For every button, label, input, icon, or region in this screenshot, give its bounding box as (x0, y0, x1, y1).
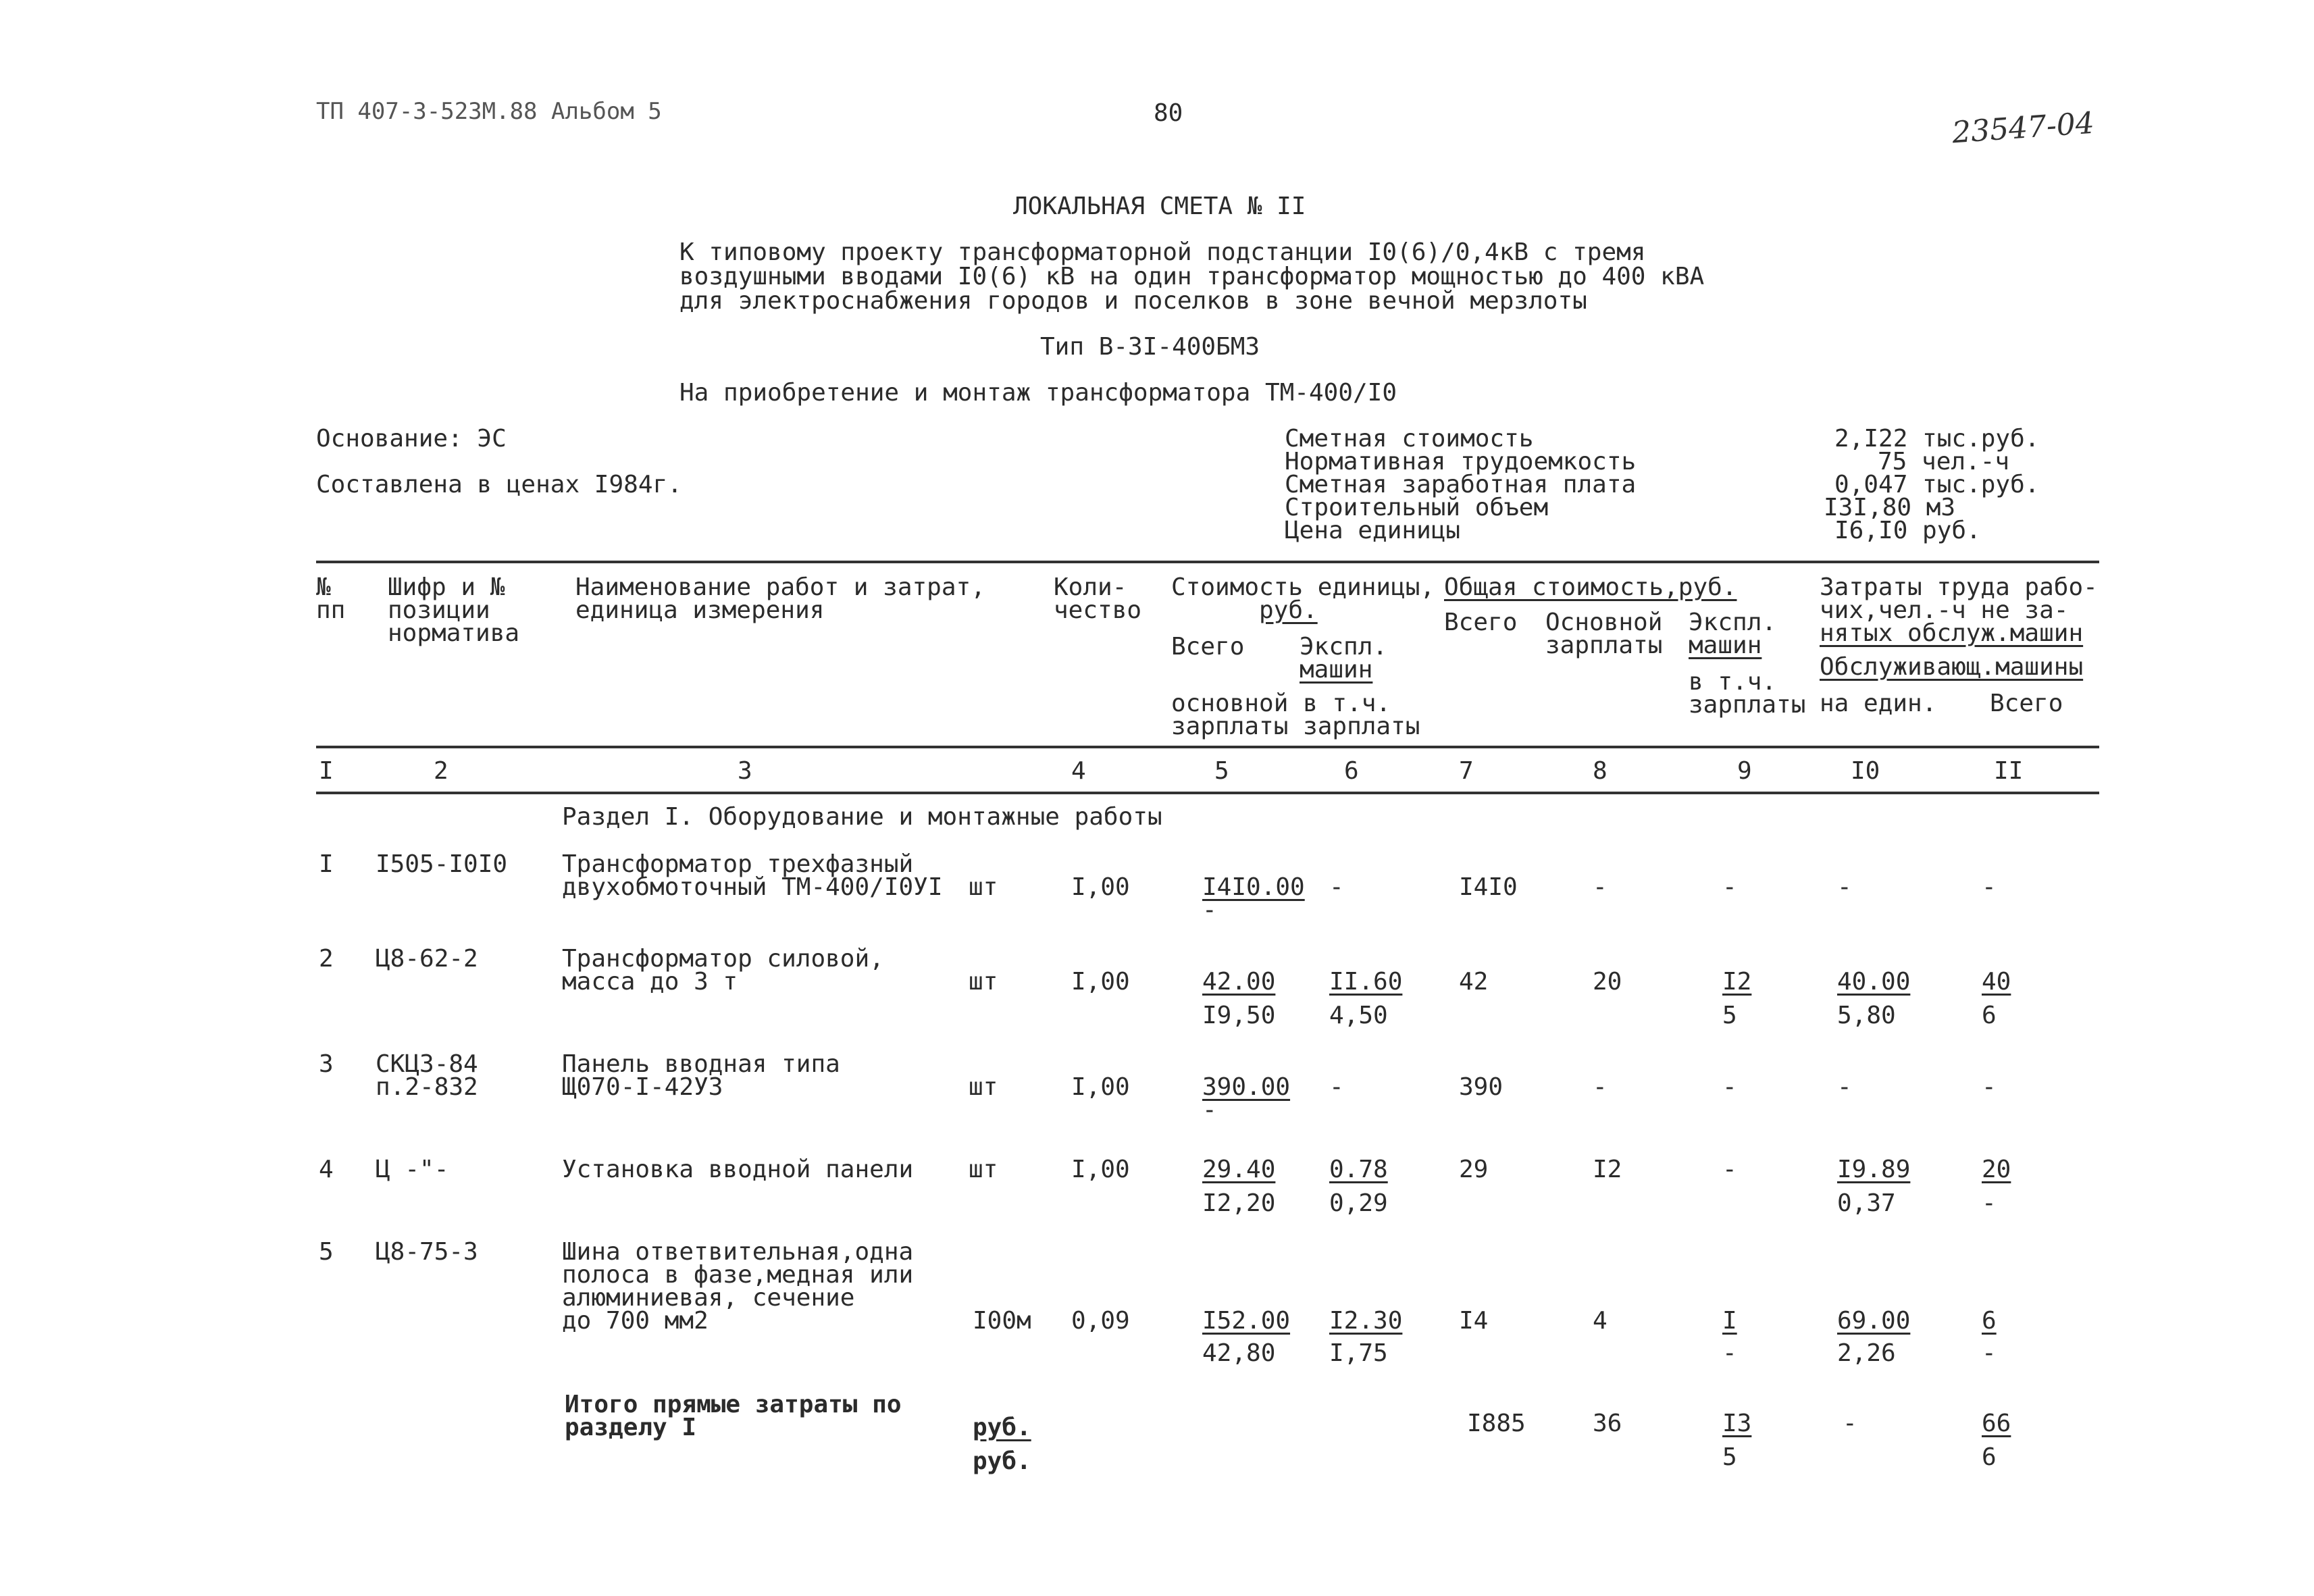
row-unit: шт (969, 1156, 998, 1183)
total-name-line: разделу I (565, 1414, 697, 1441)
row-labor-total: 20 (1982, 1156, 2011, 1183)
row-code: Ц8-75-3 (376, 1238, 478, 1266)
column-number-4: 4 (1071, 757, 1086, 785)
row-unit-cost-wage: - (1202, 896, 1217, 924)
header-total-sub-line2: зарплаты (1689, 691, 1806, 719)
header-unit-cost-line2: руб. (1259, 596, 1318, 624)
header-total-group: Общая стоимость,руб. (1444, 573, 1737, 601)
row-quantity: I,00 (1071, 1156, 1130, 1183)
row-code: Ц -"- (376, 1156, 449, 1183)
row-total-wage: 20 (1593, 968, 1622, 996)
row-total: I4I0 (1459, 873, 1518, 901)
page-number: 80 (1154, 99, 1183, 127)
header-col3-line2: единица измерения (575, 596, 825, 624)
row-unit-machines: II.60 (1329, 968, 1403, 996)
header-unit-machines-line2: машин (1300, 656, 1373, 684)
row-name-line: Установка вводной панели (562, 1156, 914, 1183)
row-name-line: Панель вводная типа (562, 1050, 840, 1078)
subtitle-line-1: К типовому проекту трансформаторной подстанции I0(6)/0,4кВ с тремя (679, 238, 1646, 266)
row-unit-cost-total: I4I0.00 (1202, 873, 1305, 901)
row-unit-machines: - (1329, 1073, 1344, 1101)
summary-value-labor: 75 чел.-ч (1878, 448, 2010, 475)
row-name-line: Трансформатор силовой, (562, 945, 884, 973)
header-labor-sub: Обслуживающ.машины (1820, 653, 2084, 681)
row-labor-unit-machines: 5,80 (1837, 1002, 1896, 1029)
summary-label-cost: Сметная стоимость (1285, 425, 1534, 453)
header-col2-line2: позиции (388, 596, 490, 624)
summary-value-volume: I3I,80 м3 (1824, 494, 1956, 521)
row-unit-machines-wage: I,75 (1329, 1339, 1388, 1367)
row-unit-cost-wage: 42,80 (1202, 1339, 1276, 1367)
row-total-machines: - (1722, 1156, 1737, 1183)
row-code: СКЦ3-84 (376, 1050, 478, 1078)
row-labor-unit: - (1837, 873, 1852, 901)
header-unit-cost-line1: Стоимость единицы, (1171, 573, 1435, 601)
header-col3-line1: Наименование работ и затрат, (575, 573, 985, 601)
row-total-machines-wage: - (1722, 1339, 1737, 1367)
row-labor-unit: 69.00 (1837, 1307, 1911, 1335)
row-name-line: Трансформатор трехфазный (562, 850, 914, 878)
row-code: п.2-832 (376, 1073, 478, 1101)
row-unit-cost-wage: I2,20 (1202, 1189, 1276, 1217)
row-total-wage: - (1593, 873, 1608, 901)
row-unit-machines-wage: 0,29 (1329, 1189, 1388, 1217)
row-code: I505-I0I0 (376, 850, 508, 878)
row-labor-unit: I9.89 (1837, 1156, 1911, 1183)
row-labor-total: 40 (1982, 968, 2011, 996)
subtitle-line-3: для электроснабжения городов и поселков в зоне вечной мерзлоты (679, 287, 1587, 315)
row-name-line: масса до 3 т (562, 968, 738, 996)
row-total: 42 (1459, 968, 1489, 996)
header-labor-total: Всего (1990, 690, 2063, 717)
row-name-line: полоса в фазе,медная или (562, 1261, 914, 1289)
row-number: 5 (319, 1238, 334, 1266)
row-labor-total-machines: - (1982, 1189, 1997, 1217)
row-total: I4 (1459, 1307, 1489, 1335)
row-labor-unit-machines: 0,37 (1837, 1189, 1896, 1217)
header-col4-line1: Коли- (1054, 573, 1127, 601)
row-unit-cost-total: 42.00 (1202, 968, 1276, 996)
row-unit-machines: I2.30 (1329, 1307, 1403, 1335)
row-unit-cost-total: 390.00 (1202, 1073, 1291, 1101)
summary-label-volume: Строительный объем (1285, 494, 1549, 521)
table-header-bottom-rule (316, 746, 2099, 748)
row-quantity: 0,09 (1071, 1307, 1130, 1335)
total-unit: руб. (973, 1414, 1031, 1441)
column-number-9: 9 (1737, 757, 1752, 785)
row-total-machines: - (1722, 873, 1737, 901)
row-quantity: I,00 (1071, 1073, 1130, 1101)
header-col4-line2: чество (1054, 596, 1142, 624)
row-labor-total-machines: - (1982, 1339, 1997, 1367)
header-total-machines-line1: Экспл. (1689, 609, 1777, 636)
header-col1-line2: пп (316, 596, 346, 624)
row-total-machines: I2 (1722, 968, 1752, 996)
row-code: Ц8-62-2 (376, 945, 478, 973)
summary-label-wage: Сметная заработная плата (1285, 471, 1637, 498)
row-unit-cost-wage: I9,50 (1202, 1002, 1276, 1029)
header-total-sub-line1: в т.ч. (1689, 668, 1777, 696)
row-unit: I00м (973, 1307, 1031, 1335)
row-unit-cost-total: I52.00 (1202, 1307, 1291, 1335)
basis-text: Основание: ЭС (316, 425, 507, 453)
row-labor-total-machines: 6 (1982, 1002, 1997, 1029)
header-total-wage-line1: Основной (1545, 609, 1663, 636)
total-labor-machines: 6 (1982, 1443, 1997, 1471)
header-labor-line3: нятых обслуж.машин (1820, 619, 2084, 647)
row-labor-total: - (1982, 1073, 1997, 1101)
row-total: 29 (1459, 1156, 1489, 1183)
row-total-wage: - (1593, 1073, 1608, 1101)
row-number: 3 (319, 1050, 334, 1078)
column-number-1: I (319, 757, 334, 785)
summary-value-unit-price: I6,I0 руб. (1834, 517, 1981, 544)
header-col2-line3: норматива (388, 619, 520, 647)
total-sum: I885 (1467, 1410, 1526, 1437)
column-number-7: 7 (1459, 757, 1474, 785)
row-unit-cost-wage: - (1202, 1096, 1217, 1124)
estimate-heading: ЛОКАЛЬНАЯ СМЕТА № II (1013, 192, 1306, 220)
total-machines: I3 (1722, 1410, 1752, 1437)
table-top-rule (316, 561, 2099, 563)
row-name-line: алюминиевая, сечение (562, 1284, 855, 1312)
column-number-11: II (1994, 757, 2024, 785)
row-name-line: Щ070-I-42У3 (562, 1073, 723, 1101)
total-machines-wage: 5 (1722, 1443, 1737, 1471)
header-unit-machines-line1: Экспл. (1300, 633, 1388, 661)
purpose-line: На приобретение и монтаж трансформатора ТМ-400/I0 (679, 379, 1397, 407)
row-number: I (319, 850, 334, 878)
row-total-machines-wage: 5 (1722, 1002, 1737, 1029)
row-labor-unit: - (1837, 1073, 1852, 1101)
header-total-wage-line2: зарплаты (1545, 632, 1663, 659)
section-title: Раздел I. Оборудование и монтажные работы (562, 803, 1162, 831)
total-wage: 36 (1593, 1410, 1622, 1437)
column-number-8: 8 (1593, 757, 1608, 785)
summary-value-cost: 2,I22 тыс.руб. (1834, 425, 2040, 453)
column-number-3: 3 (738, 757, 752, 785)
summary-label-labor: Нормативная трудоемкость (1285, 448, 1637, 475)
row-total-wage: I2 (1593, 1156, 1622, 1183)
column-number-10: I0 (1851, 757, 1880, 785)
row-name-line: до 700 мм2 (562, 1307, 709, 1335)
summary-label-unit-price: Цена единицы (1285, 517, 1461, 544)
column-number-6: 6 (1344, 757, 1359, 785)
row-labor-unit: 40.00 (1837, 968, 1911, 996)
row-name-line: двухобмоточный ТМ-400/I0УI (562, 873, 943, 901)
header-labor-line2: чих,чел.-ч не за- (1820, 596, 2069, 624)
summary-value-wage: 0,047 тыс.руб. (1834, 471, 2040, 498)
handwritten-number: 23547-04 (1951, 105, 2096, 151)
total-unit-wage: руб. (973, 1447, 1031, 1475)
row-quantity: I,00 (1071, 968, 1130, 996)
header-total-all: Всего (1444, 609, 1518, 636)
row-unit-machines: - (1329, 873, 1344, 901)
row-number: 4 (319, 1156, 334, 1183)
header-unit-sub-line1: основной в т.ч. (1171, 690, 1391, 717)
header-total-machines-line2: машин (1689, 632, 1762, 659)
column-number-2: 2 (434, 757, 448, 785)
row-labor-total: 6 (1982, 1307, 1997, 1335)
row-total-machines: - (1722, 1073, 1737, 1101)
row-total: 390 (1459, 1073, 1503, 1101)
table-column-numbers-rule (316, 792, 2099, 794)
row-labor-unit-machines: 2,26 (1837, 1339, 1896, 1367)
row-labor-total: - (1982, 873, 1997, 901)
row-unit-machines-wage: 4,50 (1329, 1002, 1388, 1029)
row-unit: шт (969, 873, 998, 901)
total-name-line: Итого прямые затраты по (565, 1391, 902, 1418)
document-code: ТП 407-3-523М.88 Альбом 5 (316, 98, 662, 125)
total-labor-unit: - (1843, 1410, 1857, 1437)
prices-text: Составлена в ценах I984г. (316, 471, 682, 498)
total-labor: 66 (1982, 1410, 2011, 1437)
row-name-line: Шина ответвительная,одна (562, 1238, 914, 1266)
type-line: Тип В-3I-400БМ3 (1040, 333, 1260, 361)
row-unit-cost-total: 29.40 (1202, 1156, 1276, 1183)
row-total-machines: I (1722, 1307, 1737, 1335)
header-labor-line1: Затраты труда рабо- (1820, 573, 2098, 601)
header-unit-sub-line2: зарплаты зарплаты (1171, 713, 1420, 740)
header-unit-total: Всего (1171, 633, 1245, 661)
column-number-5: 5 (1214, 757, 1229, 785)
row-quantity: I,00 (1071, 873, 1130, 901)
header-col2-line1: Шифр и № (388, 573, 505, 601)
header-labor-unit: на един. (1820, 690, 1937, 717)
row-unit-machines: 0.78 (1329, 1156, 1388, 1183)
row-unit: шт (969, 968, 998, 996)
header-col1-line1: № (316, 573, 331, 601)
subtitle-line-2: воздушными вводами I0(6) кВ на один трансформатор мощностью до 400 кВА (679, 263, 1705, 290)
row-number: 2 (319, 945, 334, 973)
row-unit: шт (969, 1073, 998, 1101)
row-total-wage: 4 (1593, 1307, 1608, 1335)
